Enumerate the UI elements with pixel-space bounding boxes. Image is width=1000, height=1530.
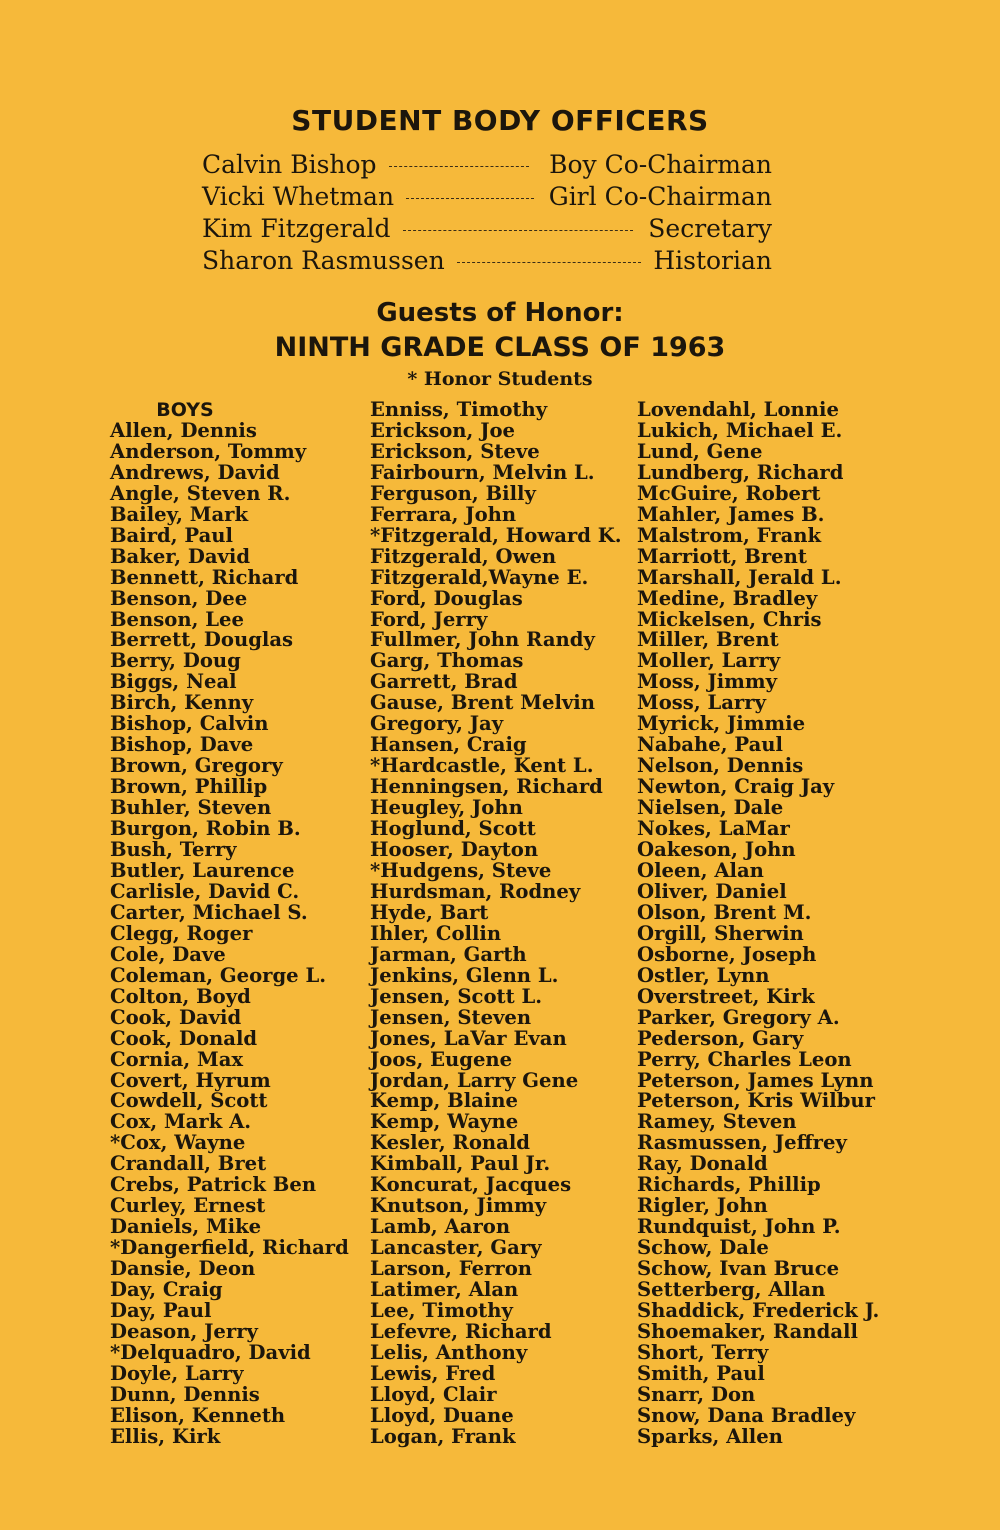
student-name: Hurdsman, Rodney	[370, 879, 581, 903]
guests-of-honor-title: Guests of Honor:	[376, 298, 624, 328]
student-name: Moss, Larry	[637, 691, 766, 715]
student-name: Ferrara, John	[370, 502, 517, 526]
officers-title: STUDENT BODY OFFICERS	[291, 104, 709, 137]
name-column-2	[370, 400, 622, 1448]
student-name: Newton, Craig Jay	[637, 775, 835, 799]
student-name: Buhler, Steven	[110, 796, 272, 820]
officer-role: Secretary	[648, 214, 772, 243]
student-name: Lloyd, Clair	[370, 1382, 497, 1406]
student-name: Mahler, James B.	[637, 502, 825, 526]
student-name: Mickelsen, Chris	[637, 607, 822, 631]
dotted-leader	[403, 230, 633, 231]
student-name: Angle, Steven R.	[110, 481, 291, 505]
student-name: Nelson, Dennis	[637, 754, 804, 778]
student-name: Lovendahl, Lonnie	[637, 398, 839, 421]
student-name: *Hardcastle, Kent L.	[370, 754, 594, 778]
boys-header: BOYS	[156, 399, 214, 421]
student-name: Gregory, Jay	[370, 712, 504, 736]
student-name: Henningsen, Richard	[370, 775, 603, 799]
student-name: Perry, Charles Leon	[637, 1047, 852, 1071]
student-name: Overstreet, Kirk	[637, 984, 815, 1008]
student-name: Latimer, Alan	[370, 1278, 519, 1302]
student-name: Carter, Michael S.	[110, 900, 308, 924]
student-name: Marriott, Brent	[637, 544, 807, 568]
student-name: Benson, Dee	[110, 586, 248, 610]
student-name: Anderson, Tommy	[110, 439, 307, 463]
student-name: Kimball, Paul Jr.	[370, 1152, 551, 1176]
student-name: Pederson, Gary	[637, 1026, 804, 1050]
officer-name: Calvin Bishop	[202, 150, 377, 179]
student-name: Covert, Hyrum	[110, 1068, 271, 1092]
officer-role: Boy Co-Chairman	[549, 150, 772, 179]
student-name: Oliver, Daniel	[637, 879, 787, 903]
student-name: Setterberg, Allan	[637, 1278, 826, 1302]
student-name: Rigler, John	[637, 1194, 768, 1218]
student-name: Snow, Dana Bradley	[637, 1403, 856, 1427]
student-name: Orgill, Sherwin	[637, 921, 804, 945]
student-name: Olson, Brent M.	[637, 900, 812, 924]
student-name: Fitzgerald,Wayne E.	[370, 565, 589, 589]
student-name: Day, Craig	[110, 1278, 223, 1302]
officer-name: Sharon Rasmussen	[202, 246, 445, 275]
student-name: *Hudgens, Steve	[370, 858, 552, 882]
student-name: Fitzgerald, Owen	[370, 544, 557, 568]
student-name: Fairbourn, Melvin L.	[370, 460, 595, 484]
student-name: Fullmer, John Randy	[370, 628, 595, 652]
student-name: Koncurat, Jacques	[370, 1173, 572, 1197]
student-name: Lewis, Fred	[370, 1361, 496, 1385]
student-name: Lancaster, Gary	[370, 1236, 542, 1260]
student-name: Cornia, Max	[110, 1047, 244, 1071]
student-name: Heugley, John	[370, 796, 523, 820]
student-name: Cowdell, Scott	[110, 1089, 268, 1113]
student-name: Kesler, Ronald	[370, 1131, 530, 1155]
student-name: Dansie, Deon	[110, 1257, 256, 1281]
student-name: Baird, Paul	[110, 523, 233, 547]
student-name: Berrett, Douglas	[110, 628, 294, 652]
student-name: Bailey, Mark	[110, 502, 249, 526]
student-name: Shoemaker, Randall	[637, 1319, 858, 1343]
student-name: Crandall, Bret	[110, 1152, 267, 1176]
student-name: Short, Terry	[637, 1340, 769, 1364]
student-name: Ihler, Collin	[370, 921, 502, 945]
student-name: Malstrom, Frank	[637, 523, 822, 547]
student-name: Lelis, Anthony	[370, 1340, 528, 1364]
student-name: Parker, Gregory A.	[637, 1005, 840, 1029]
student-name: Richards, Phillip	[637, 1173, 821, 1197]
student-name: Ostler, Lynn	[637, 963, 770, 987]
officer-name: Kim Fitzgerald	[202, 214, 391, 243]
student-name: Nielsen, Dale	[637, 796, 784, 820]
student-name: Bishop, Dave	[110, 733, 254, 757]
student-name: Lukich, Michael E.	[637, 418, 843, 442]
student-name: Myrick, Jimmie	[637, 712, 806, 736]
student-name: Medine, Bradley	[637, 586, 818, 610]
officers-list	[202, 150, 772, 278]
student-name: Peterson, Kris Wilbur	[637, 1089, 875, 1113]
student-name: Nokes, LaMar	[637, 817, 790, 841]
student-name: Benson, Lee	[110, 607, 244, 631]
student-name: Schow, Dale	[637, 1236, 769, 1260]
student-name: Allen, Dennis	[110, 418, 257, 442]
student-name: Lloyd, Duane	[370, 1403, 514, 1427]
officer-role: Girl Co-Chairman	[548, 182, 772, 211]
student-name: Jensen, Steven	[370, 1005, 532, 1029]
student-name: Garrett, Brad	[370, 670, 518, 694]
student-name: Hoglund, Scott	[370, 817, 536, 841]
student-name: *Delquadro, David	[110, 1340, 311, 1364]
student-name: Oakeson, John	[637, 838, 796, 862]
student-name: Ford, Jerry	[370, 607, 488, 631]
student-name: Cox, Mark A.	[110, 1110, 252, 1134]
student-name: Rundquist, John P.	[637, 1215, 841, 1239]
student-name: Osborne, Joseph	[637, 942, 817, 966]
student-name: Deason, Jerry	[110, 1319, 258, 1343]
student-name: McGuire, Robert	[637, 481, 821, 505]
student-name: Ramey, Steven	[637, 1110, 797, 1134]
student-name: Marshall, Jerald L.	[637, 565, 842, 589]
student-name: Enniss, Timothy	[370, 398, 548, 421]
student-name: Jones, LaVar Evan	[370, 1026, 567, 1050]
officer-name: Vicki Whetman	[202, 182, 395, 211]
student-name: Day, Paul	[110, 1298, 212, 1322]
student-name: Clegg, Roger	[110, 921, 253, 945]
student-name: Cook, Donald	[110, 1026, 258, 1050]
student-name: Daniels, Mike	[110, 1215, 262, 1239]
student-name: Sparks, Allen	[637, 1424, 783, 1448]
student-name: Crebs, Patrick Ben	[110, 1173, 317, 1197]
student-name: Hansen, Craig	[370, 733, 527, 757]
name-column-1	[110, 400, 349, 1448]
student-name: *Cox, Wayne	[110, 1131, 246, 1155]
student-name: Berry, Doug	[110, 649, 241, 673]
student-name: Lamb, Aaron	[370, 1215, 511, 1239]
student-name: Kemp, Blaine	[370, 1089, 518, 1113]
student-name: Ellis, Kirk	[110, 1424, 221, 1448]
student-name: *Dangerfield, Richard	[110, 1236, 349, 1260]
student-name: Brown, Phillip	[110, 775, 268, 799]
officer-row	[202, 246, 772, 278]
officer-row	[202, 182, 772, 214]
class-title: NINTH GRADE CLASS OF 1963	[274, 332, 726, 363]
student-name: Ray, Donald	[637, 1152, 768, 1176]
student-name: Nabahe, Paul	[637, 733, 783, 757]
student-name: Kemp, Wayne	[370, 1110, 519, 1134]
student-name: Moller, Larry	[637, 649, 781, 673]
student-name: Coleman, George L.	[110, 963, 327, 987]
student-name: Elison, Kenneth	[110, 1403, 286, 1427]
student-name: Lund, Gene	[637, 439, 763, 463]
student-name: Gause, Brent Melvin	[370, 691, 595, 715]
student-name: Joos, Eugene	[370, 1047, 513, 1071]
student-name: Shaddick, Frederick J.	[637, 1298, 880, 1322]
name-column-3	[637, 400, 879, 1448]
student-name: Cole, Dave	[110, 942, 226, 966]
student-name: Andrews, David	[110, 460, 280, 484]
student-name: Cook, David	[110, 1005, 242, 1029]
student-name: Bush, Terry	[110, 838, 237, 862]
student-name: Burgon, Robin B.	[110, 817, 301, 841]
student-name: Biggs, Neal	[110, 670, 237, 694]
student-name: Logan, Frank	[370, 1424, 516, 1448]
student-name: Miller, Brent	[637, 628, 779, 652]
student-name: Lefevre, Richard	[370, 1319, 552, 1343]
student-name: Schow, Ivan Bruce	[637, 1257, 840, 1281]
honor-students-note: * Honor Students	[407, 368, 593, 390]
student-name: Jensen, Scott L.	[370, 984, 543, 1008]
student-name: Erickson, Joe	[370, 418, 516, 442]
dotted-leader	[457, 262, 642, 263]
student-name: Birch, Kenny	[110, 691, 254, 715]
student-name: Baker, David	[110, 544, 251, 568]
student-name: Peterson, James Lynn	[637, 1068, 874, 1092]
student-name: Garg, Thomas	[370, 649, 524, 673]
student-name: Rasmussen, Jeffrey	[637, 1131, 847, 1155]
student-name: *Fitzgerald, Howard K.	[370, 523, 622, 547]
student-name: Carlisle, David C.	[110, 879, 300, 903]
student-name: Larson, Ferron	[370, 1257, 533, 1281]
dotted-leader	[406, 198, 534, 199]
student-name: Doyle, Larry	[110, 1361, 244, 1385]
student-name: Moss, Jimmy	[637, 670, 778, 694]
student-name: Butler, Laurence	[110, 858, 295, 882]
student-name: Smith, Paul	[637, 1361, 765, 1385]
student-name: Jordan, Larry Gene	[370, 1068, 579, 1092]
student-name: Snarr, Don	[637, 1382, 756, 1406]
student-name: Colton, Boyd	[110, 984, 251, 1008]
student-name: Hooser, Dayton	[370, 838, 539, 862]
officer-row	[202, 150, 772, 182]
student-name: Ferguson, Billy	[370, 481, 536, 505]
student-name: Lundberg, Richard	[637, 460, 844, 484]
student-name: Oleen, Alan	[637, 858, 764, 882]
officer-role: Historian	[653, 246, 772, 275]
student-name: Knutson, Jimmy	[370, 1194, 547, 1218]
student-name: Bennett, Richard	[110, 565, 299, 589]
student-name: Erickson, Steve	[370, 439, 540, 463]
student-name: Hyde, Bart	[370, 900, 489, 924]
student-name: Brown, Gregory	[110, 754, 283, 778]
student-name: Dunn, Dennis	[110, 1382, 260, 1406]
student-name: Ford, Douglas	[370, 586, 523, 610]
student-name: Bishop, Calvin	[110, 712, 269, 736]
dotted-leader	[389, 166, 529, 167]
officer-row	[202, 214, 772, 246]
student-name: Lee, Timothy	[370, 1298, 513, 1322]
student-name: Curley, Ernest	[110, 1194, 266, 1218]
student-name: Jarman, Garth	[370, 942, 527, 966]
student-name: Jenkins, Glenn L.	[370, 963, 559, 987]
